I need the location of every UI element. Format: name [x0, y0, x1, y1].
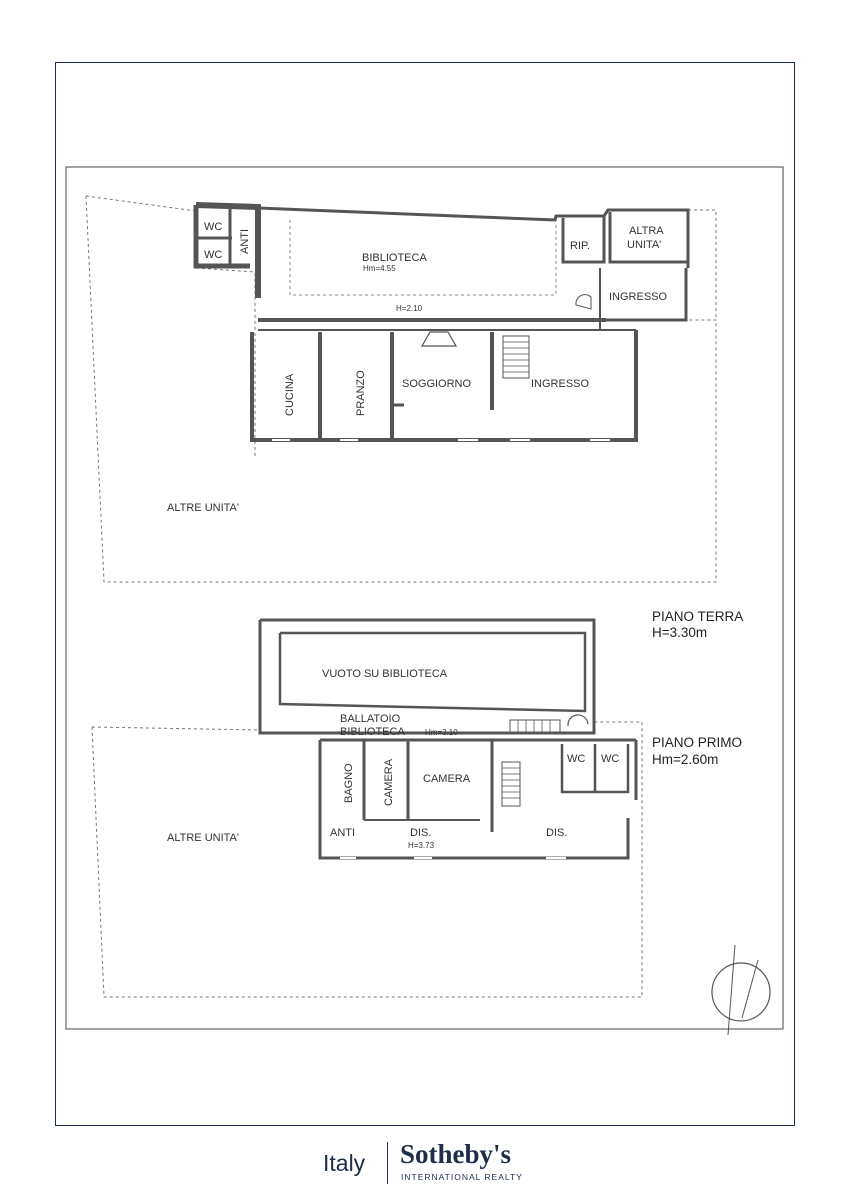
room-label-ballatoio: BIBLIOTECA — [340, 726, 405, 738]
room-height-ballatoio: Hm=3.10 — [425, 728, 458, 737]
room-label-dis: DIS. — [410, 827, 432, 839]
room-label-ingresso: INGRESSO — [531, 378, 590, 390]
room-label-wc: WC — [204, 249, 223, 261]
staircase — [503, 336, 529, 378]
floor-height-first: Hm=2.60m — [652, 752, 719, 767]
room-label-ballatoio: BALLATOIO — [340, 713, 401, 725]
room-label-wc: WC — [567, 753, 586, 765]
floor-height-ground: H=3.30m — [652, 625, 708, 640]
drawing-border — [66, 167, 783, 1029]
room-label-ingresso-small: INGRESSO — [609, 291, 668, 303]
floor-name-first: PIANO PRIMO — [652, 735, 743, 750]
room-height-biblioteca: Hm=4.55 — [363, 264, 396, 273]
label-altre-unita: ALTRE UNITA' — [167, 832, 239, 844]
room-label-altra-unita: ALTRA — [629, 225, 664, 237]
spiral-stair — [576, 295, 591, 309]
room-label-altra-unita: UNITA' — [627, 239, 662, 251]
room-label-biblioteca: BIBLIOTECA — [362, 252, 427, 264]
brand-separator — [387, 1142, 388, 1184]
room-label-anti: ANTI — [330, 827, 356, 839]
room-label-wc: WC — [601, 753, 620, 765]
staircase — [502, 762, 520, 806]
room-label-cucina: CUCINA — [284, 373, 296, 416]
room-label-bagno: BAGNO — [343, 763, 355, 803]
spiral-stair — [568, 715, 588, 726]
room-label-anti: ANTI — [239, 228, 251, 254]
fireplace — [422, 332, 456, 346]
floor-name-ground: PIANO TERRA — [652, 609, 744, 624]
brand-region: Italy — [323, 1150, 366, 1176]
corridor-height: H=2.10 — [396, 304, 423, 313]
room-label-camera: CAMERA — [423, 773, 471, 785]
brand-subtitle: INTERNATIONAL REALTY — [401, 1172, 523, 1182]
room-label-camera-small: CAMERA — [383, 758, 395, 806]
north-arrow-icon — [712, 945, 770, 1035]
room-label-rip: RIP. — [570, 240, 590, 252]
room-label-soggiorno: SOGGIORNO — [402, 378, 472, 390]
room-label-dis: DIS. — [546, 827, 568, 839]
label-altre-unita: ALTRE UNITA' — [167, 502, 239, 514]
room-label-vuoto: VUOTO SU BIBLIOTECA — [322, 668, 448, 680]
room-label-wc: WC — [204, 221, 223, 233]
room-label-pranzo: PRANZO — [355, 370, 367, 416]
brand-logo: Sotheby's — [400, 1139, 512, 1169]
wall — [258, 208, 688, 268]
room-height-dis: H=3.73 — [408, 841, 435, 850]
